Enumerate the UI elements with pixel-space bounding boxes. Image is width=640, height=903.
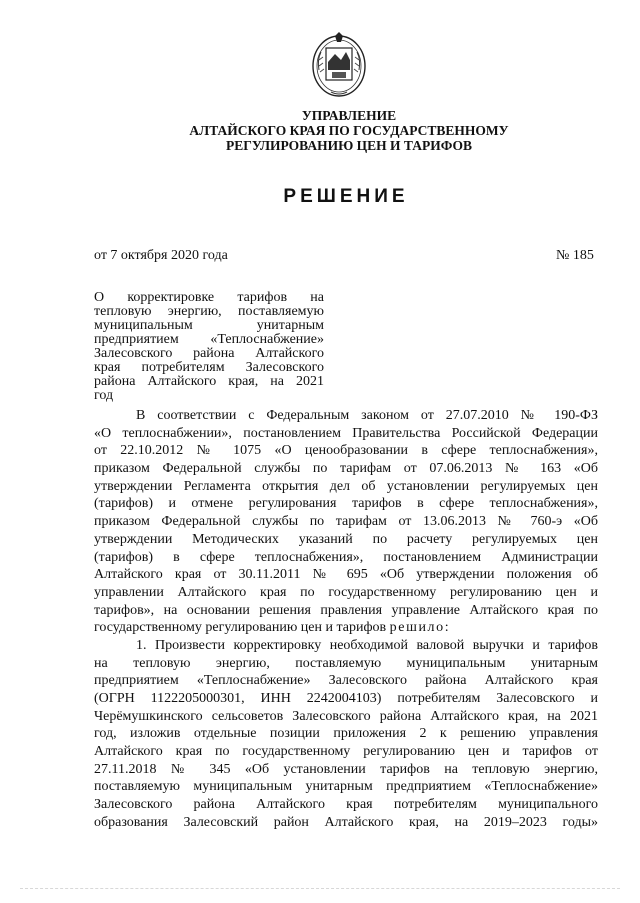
- body-line: от 22.10.2012 № 1075 «О ценообразовании в сфере теплоснабжения»,: [94, 443, 598, 459]
- body-line: [94, 619, 598, 637]
- body-line: Алтайского края от 30.11.2011 № 695 «Об утверждении положения об: [94, 567, 598, 583]
- org-line-2: АЛТАЙСКОГО КРАЯ ПО ГОСУДАРСТВЕННОМУ: [189, 123, 509, 138]
- body-line: (тарифов) и отмене регулирования тарифов в сфере теплоснабжения»,: [94, 496, 598, 512]
- page-bottom-edge: [20, 888, 620, 889]
- subject-line: Залесовского района Алтайского: [94, 346, 324, 361]
- org-line-1: УПРАВЛЕНИЕ: [301, 108, 397, 123]
- body-line: В соответствии с Федеральным законом от 27.07.2010 № 190-ФЗ: [136, 408, 598, 423]
- body-line: приказом Федеральной службы по тарифам от 13.06.2013 № 760-э «Об: [94, 514, 598, 530]
- body-line: Залесовского района Алтайского края потребителям муниципального: [94, 797, 598, 813]
- body-line: год, изложив отдельные позиции приложения 2 к решению управления: [94, 726, 598, 742]
- document-subject: [94, 291, 324, 403]
- document-date: от 7 октября 2020 года: [94, 248, 228, 263]
- document-number: № 185: [556, 248, 594, 263]
- body-line: утверждении Регламента открытия дел об установлении регулируемых цен: [94, 478, 598, 494]
- document-type-heading: РЕШЕНИЕ: [283, 186, 409, 207]
- document-body: [94, 407, 598, 832]
- body-line-text: государственному регулированию цен и тарифов: [94, 620, 387, 636]
- decided-word: решило:: [389, 620, 451, 636]
- coat-of-arms-emblem: [311, 30, 367, 98]
- body-line: предприятием «Теплоснабжение» Залесовского района Алтайского края: [94, 673, 598, 689]
- subject-line: тепловую энергию, поставляемую: [94, 304, 324, 319]
- body-line: «О теплоснабжении», постановлением Правительства Российской Федерации: [94, 425, 598, 441]
- body-line: Черёмушкинского сельсоветов Залесовского района Алтайского края, на 2021: [94, 708, 598, 724]
- subject-line: год: [94, 388, 114, 403]
- body-line: тарифов», на основании решения правления управление Алтайского края по: [94, 602, 598, 618]
- subject-line: края потребителям Залесовского: [94, 360, 324, 375]
- body-line: 1. Произвести корректировку необходимой валовой выручки и тарифов: [136, 637, 598, 653]
- body-line: (ОГРН 1122205000301, ИНН 2242004103) потребителям Залесовского и: [94, 691, 598, 706]
- subject-line: муниципальным унитарным: [94, 318, 324, 333]
- body-line: 27.11.2018 № 345 «Об установлении тарифов на тепловую энергию,: [94, 761, 598, 777]
- body-line: приказом Федеральной службы по тарифам от 07.06.2013 № 163 «Об: [94, 461, 598, 477]
- body-line: (тарифов) в сфере теплоснабжения», постановлением Администрации: [94, 549, 598, 565]
- subject-line: О корректировке тарифов на: [94, 290, 324, 305]
- body-line: управлении Алтайского края по государственному регулированию цен и: [94, 584, 598, 600]
- organization-name: [0, 108, 640, 153]
- org-line-3: РЕГУЛИРОВАНИЮ ЦЕН И ТАРИФОВ: [225, 138, 473, 153]
- body-line: Алтайского края по государственному регулированию цен и тарифов от: [94, 744, 598, 760]
- subject-line: района Алтайского края, на 2021: [94, 374, 324, 389]
- body-line: на тепловую энергию, поставляемую муниципальным унитарным: [94, 655, 598, 671]
- body-line: поставляемую муниципальным унитарным предприятием «Теплоснабжение»: [94, 779, 598, 795]
- subject-line: предприятием «Теплоснабжение»: [94, 332, 324, 347]
- body-line: утверждении Методических указаний по расчету регулируемых цен: [94, 531, 598, 547]
- body-line: образования Залесовский район Алтайского края, на 2019–2023 годы»: [94, 814, 598, 830]
